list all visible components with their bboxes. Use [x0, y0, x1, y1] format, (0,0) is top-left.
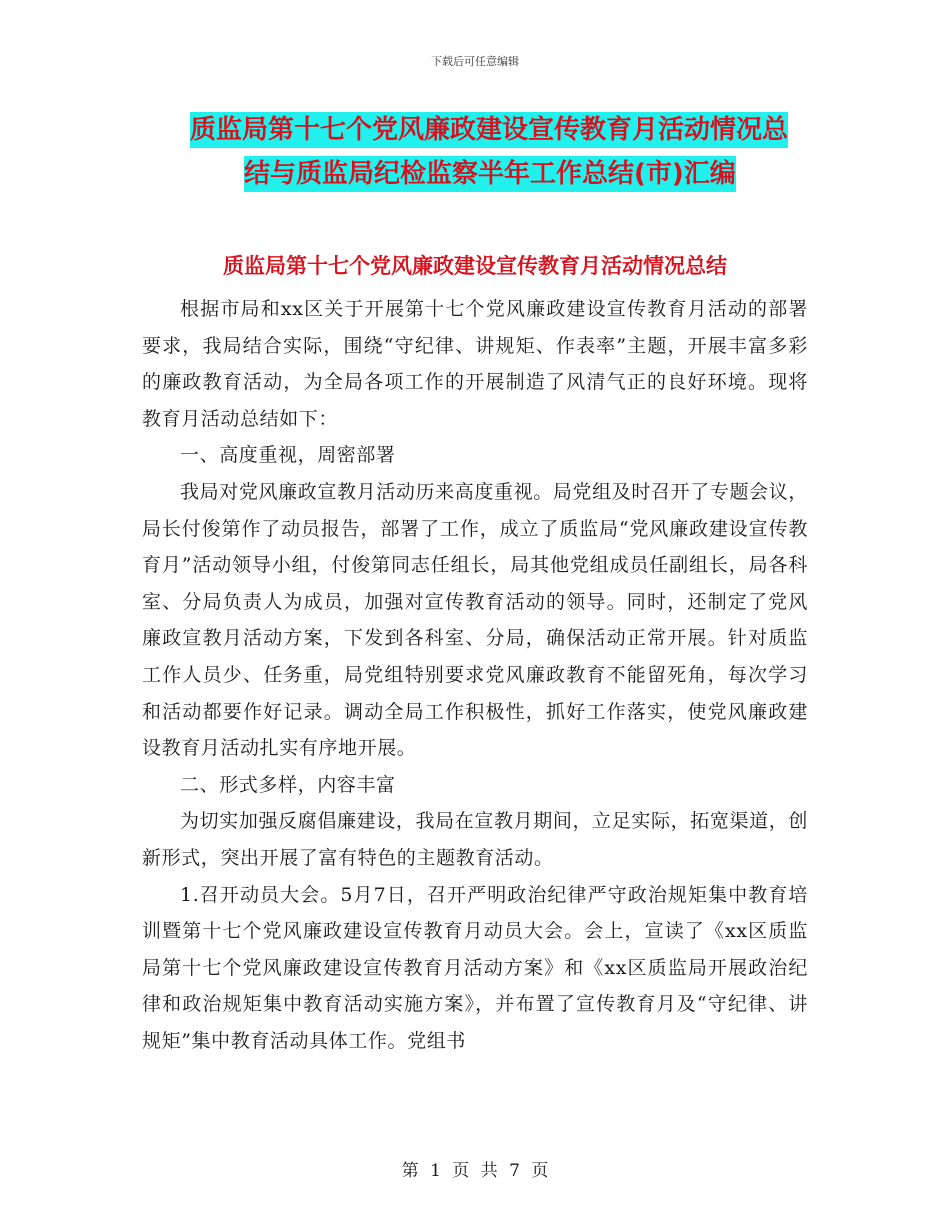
paragraph-one: 我局对党风廉政宣教月活动历来高度重视。局党组及时召开了专题会议，局长付俊第作了动员报告，部署了工作，成立了质监局“党风廉政建设宣传教育月”活动领导小组，付俊第同志任组长，局其他党组成员任副组长，局各科室、分局负责人为成员，加强对宣传教育活动的领导。同时，还制定了党风廉政宣教月活动方案，下发到各科室、分局，确保活动正常开展。针对质监工作人员少、任务重，局党组特别要求党风廉政教育不能留死角，每次学习和活动都要作好记录。调动全局工作积极性，抓好工作落实，使党风廉政建设教育月活动扎实有序地开展。: [142, 480, 808, 760]
main-title-line-1-text: 质监局第十七个党风廉政建设宣传教育月活动情况总: [190, 112, 788, 148]
paragraph-two: 为切实加强反腐倡廉建设，我局在宣教月期间，立足实际，拓宽渠道，创新形式，突出开展了富有特色的主题教育活动。: [142, 810, 808, 869]
paragraph-intro: 根据市局和xx区关于开展第十七个党风廉政建设宣传教育月活动的部署要求，我局结合实际，围绕“守纪律、讲规矩、作表率”主题，开展丰富多彩的廉政教育活动，为全局各项工作的开展制造了风清气正的良好环境。现将教育月活动总结如下：: [142, 298, 808, 430]
heading-one: 一、高度重视，周密部署: [180, 444, 396, 467]
page-footer: 第 1 页 共 7 页: [401, 1161, 549, 1181]
paragraph-item-1: 1.召开动员大会。5月7日，召开严明政治纪律严守政治规矩集中教育培训暨第十七个党风廉政建设宣传教育月动员大会。会上，宣读了《xx区质监局第十七个党风廉政建设宣传教育月活动方案》和《xx区质监局开展政治纪律和政治规矩集中教育活动实施方案》，并布置了宣传教育月及“守纪律、讲规矩”集中教育活动具体工作。党组书: [142, 883, 808, 1052]
main-title-line-1: [190, 108, 810, 152]
section-title: 质监局第十七个党风廉政建设宣传教育月活动情况总结: [223, 254, 727, 278]
main-title: [190, 108, 810, 196]
header-note: 下载后可任意编辑: [431, 55, 519, 68]
main-title-line-2: [190, 152, 810, 196]
heading-two: 二、形式多样，内容丰富: [180, 773, 396, 796]
body-text: [142, 291, 808, 1059]
main-title-line-2-text: 结与质监局纪检监察半年工作总结(市)汇编: [244, 156, 736, 192]
